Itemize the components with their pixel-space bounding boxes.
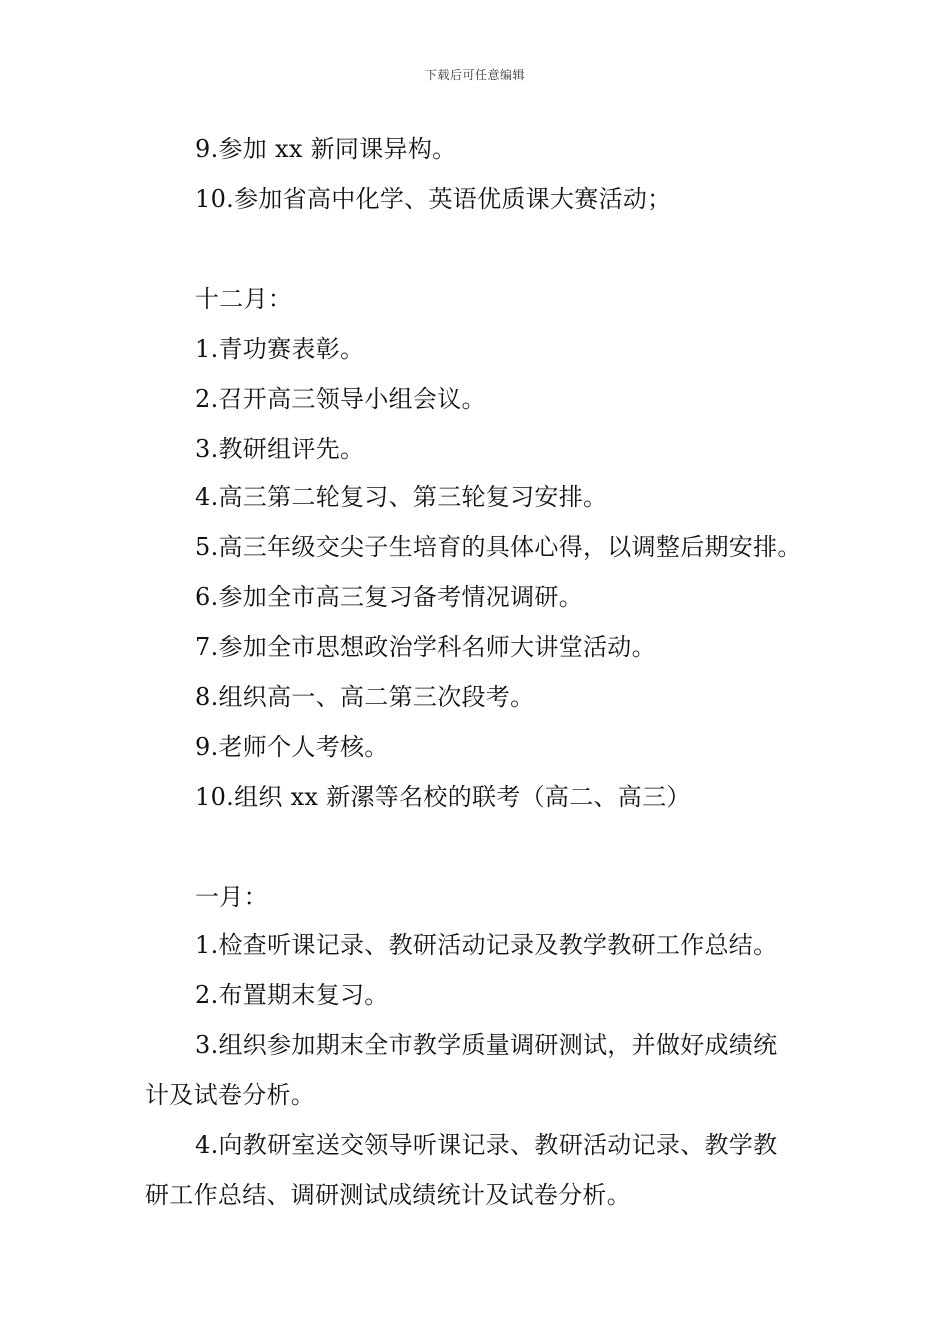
list-item: 3.组织参加期末全市教学质量调研测试，并做好成绩统 [195,1031,778,1059]
page-header: 下载后可任意编辑 [424,68,525,82]
list-item: 4.高三第二轮复习、第三轮复习安排。 [195,483,608,511]
list-item: 2.布置期末复习。 [195,981,389,1009]
list-item: 3.教研组评先。 [195,435,365,463]
list-item: 6.参加全市高三复习备考情况调研。 [195,583,583,611]
section-title-january: 一月： [195,883,268,911]
list-item-continuation: 研工作总结、调研测试成绩统计及试卷分析。 [145,1181,631,1209]
list-item: 1.青功赛表彰。 [195,335,365,363]
list-item: 7.参加全市思想政治学科名师大讲堂活动。 [195,633,656,661]
list-item: 9.老师个人考核。 [195,733,389,761]
list-item: 1.检查听课记录、教研活动记录及教学教研工作总结。 [195,931,778,959]
list-item: 2.召开高三领导小组会议。 [195,385,486,413]
list-item: 8.组织高一、高二第三次段考。 [195,683,535,711]
list-item: 5.高三年级交尖子生培育的具体心得，以调整后期安排。 [195,533,802,561]
list-item: 10.组织 xx 新漯等名校的联考（高二、高三） [195,783,691,811]
list-item-continuation: 计及试卷分析。 [145,1081,316,1109]
list-item: 9.参加 xx 新同课异构。 [195,135,457,163]
list-item: 10.参加省高中化学、英语优质课大赛活动； [195,185,672,213]
section-title-december: 十二月： [195,285,293,313]
list-item: 4.向教研室送交领导听课记录、教研活动记录、教学教 [195,1131,778,1159]
